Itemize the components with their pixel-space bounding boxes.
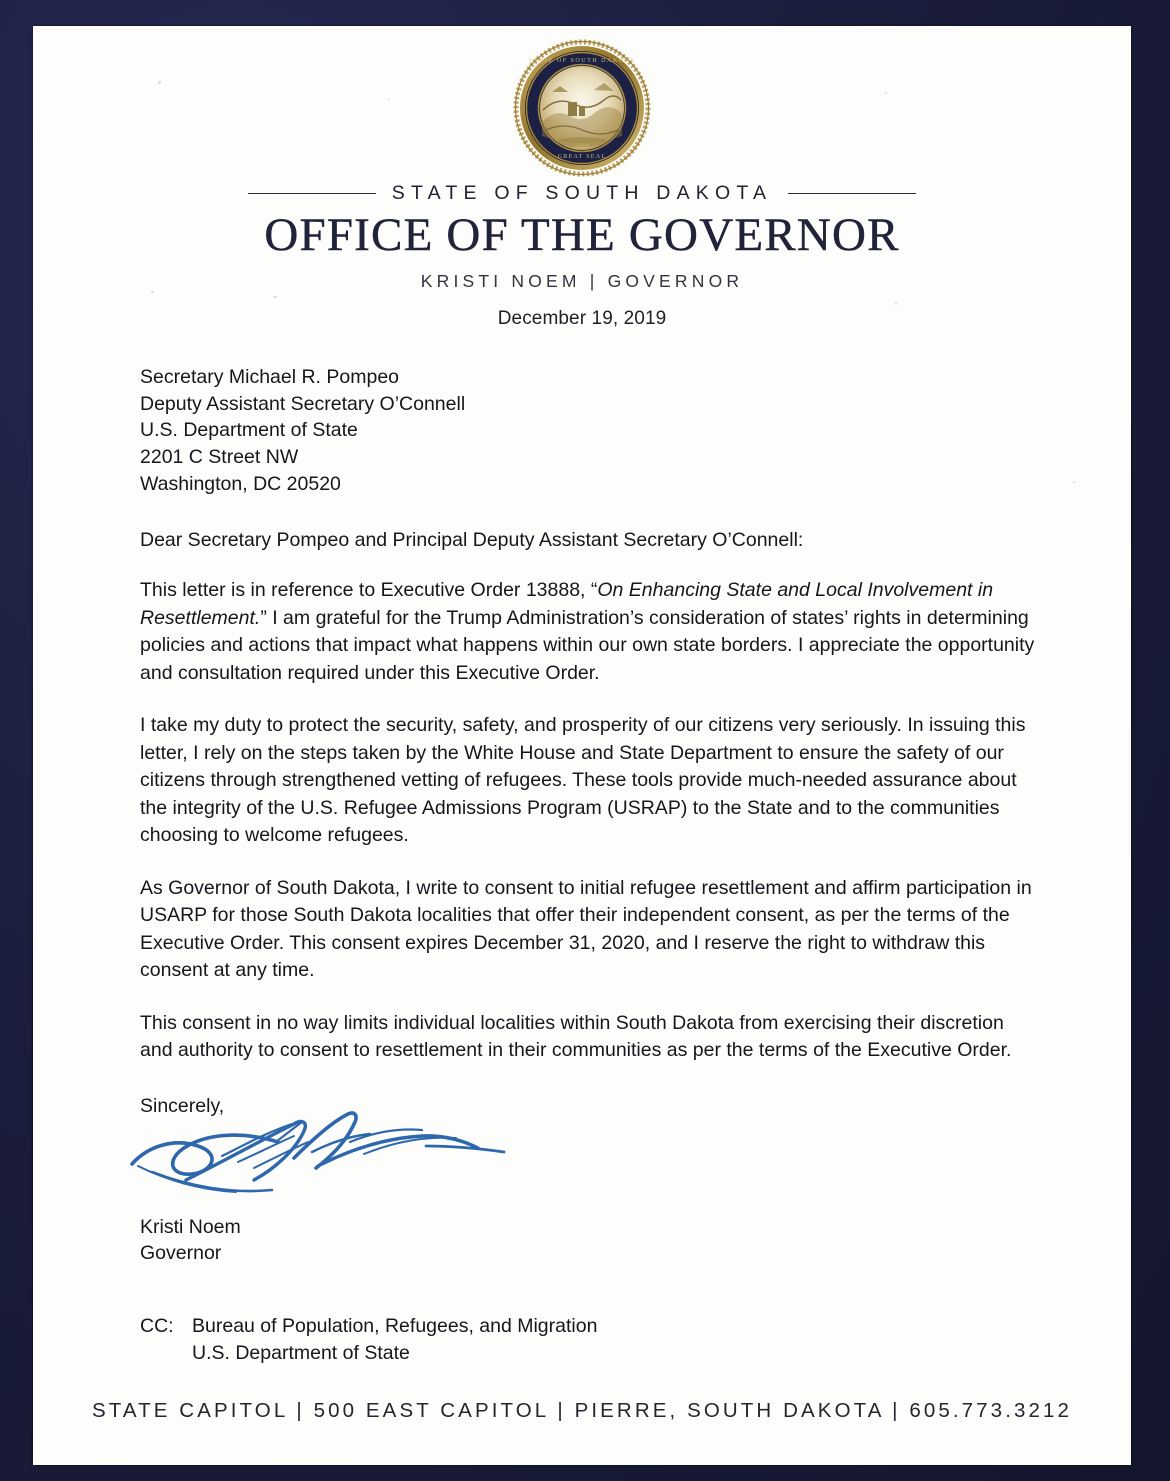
cc-block	[140, 1313, 1069, 1366]
scan-speck	[273, 296, 277, 298]
recipient-line: Washington, DC 20520	[140, 472, 341, 495]
svg-text:GREAT SEAL: GREAT SEAL	[557, 153, 607, 160]
recipient-line: U.S. Department of State	[140, 419, 358, 442]
governor-name-line: KRISTI NOEM | GOVERNOR	[420, 270, 744, 291]
recipient-line: Secretary Michael R. Pompeo	[140, 365, 400, 388]
svg-text:1889: 1889	[574, 144, 590, 150]
recipient-address-block	[140, 364, 1069, 498]
cc-line: Bureau of Population, Refugees, and Migration	[192, 1315, 598, 1337]
state-seal	[33, 38, 1131, 178]
recipient-line: 2201 C Street NW	[140, 445, 299, 468]
state-line: STATE OF SOUTH DAKOTA	[391, 182, 773, 204]
letter-body	[33, 364, 1131, 1367]
svg-text:STATE OF SOUTH DAKOTA: STATE OF SOUTH DAKOTA	[528, 57, 636, 64]
scan-speck	[158, 81, 161, 84]
letter-date: December 19, 2019	[497, 307, 667, 329]
signer-title: Governor	[140, 1242, 222, 1265]
rule-right	[788, 193, 916, 195]
letterhead-footer: STATE CAPITOL | 500 EAST CAPITOL | PIERRE, SOUTH DAKOTA | 605.773.3212	[91, 1399, 1072, 1422]
scan-speck	[388, 98, 390, 100]
closing-salutation: Sincerely,	[140, 1094, 225, 1117]
scan-speck	[895, 302, 897, 305]
body-paragraph-4: This consent in no way limits individual localities within South Dakota from exercising their discretion and authority to consent to resettlement in their communities as per the terms of the Executive Order.	[140, 1011, 1012, 1062]
signature-area	[140, 1118, 1069, 1214]
rule-left	[248, 193, 376, 195]
cc-recipients	[192, 1313, 597, 1366]
scan-speck	[151, 291, 154, 293]
recipient-line: Deputy Assistant Secretary O’Connell	[140, 392, 466, 415]
body-paragraph-2: I take my duty to protect the security, safety, and prosperity of our citizens very seriously. In issuing this letter, I rely on the steps taken by the White House and State Department to ensure the safety of our citizens through strengthened vetting of refugees. These tools provide much-needed assurance about the integrity of the U.S. Refugee Admissions Program (USRAP) to the State and to the communities choosing to welcome refugees.	[140, 714, 1026, 847]
signer-name: Kristi Noem	[140, 1215, 241, 1238]
letter-page	[33, 26, 1131, 1465]
cc-line: U.S. Department of State	[192, 1341, 410, 1364]
executive-order-title: On Enhancing State and Local Involvement in Resettlement.	[140, 579, 994, 629]
office-title: OFFICE OF THE GOVERNOR	[264, 209, 900, 261]
salutation: Dear Secretary Pompeo and Principal Deputy Assistant Secretary O’Connell:	[140, 529, 804, 552]
body-paragraph-3: As Governor of South Dakota, I write to consent to initial refugee resettlement and affirm participation in USARP for those South Dakota localities that offer their independent consent, as per the terms of the Executive Order. This consent expires December 31, 2020, and I reserve the right to withdraw this consent at any time.	[140, 876, 1032, 982]
scan-speck	[1073, 481, 1075, 483]
para1-lead: This letter is in reference to Executive Order 13888, “	[140, 579, 598, 602]
scan-speck	[885, 92, 887, 94]
cc-label: CC:	[140, 1315, 174, 1337]
letterhead	[33, 26, 1131, 330]
great-seal-icon	[512, 38, 652, 178]
state-line-row	[33, 182, 1131, 205]
para1-tail: ” I am grateful for the Trump Administration’s consideration of states’ rights in determining policies and actions that impact what happens within our own state borders. I appreciate the opportunity and consultation required under this Executive Order.	[140, 606, 1035, 684]
signature-icon	[126, 1102, 546, 1212]
signer-block	[140, 1214, 1069, 1267]
body-paragraph-1	[140, 577, 1040, 687]
